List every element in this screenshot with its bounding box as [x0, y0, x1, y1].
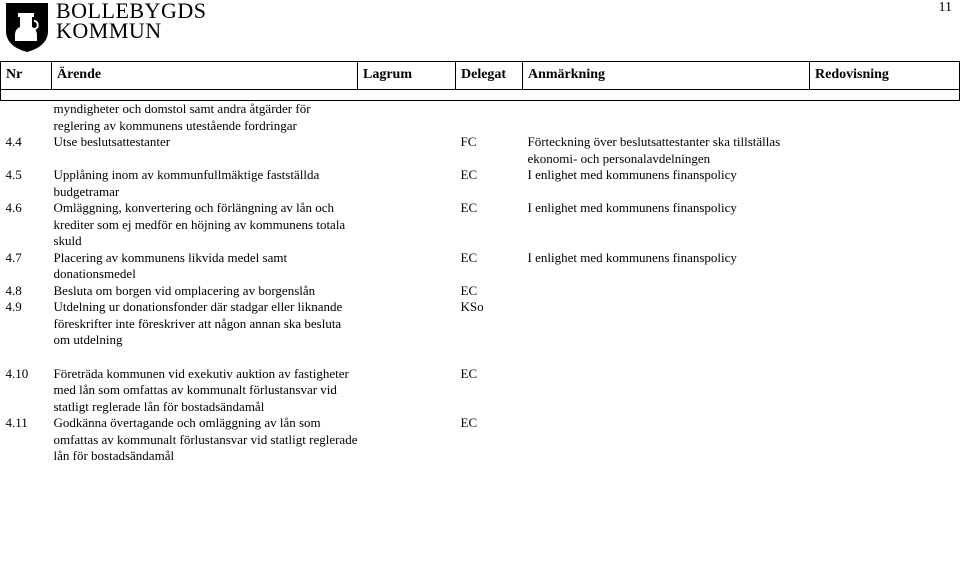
cell-redovisning	[810, 299, 960, 366]
cell-anmarkning	[523, 101, 810, 135]
cell-nr: 4.4	[5, 134, 22, 149]
logo-line-1: BOLLEBYGDS	[56, 0, 207, 23]
table-row	[1, 200, 960, 250]
cell-nr: 4.8	[5, 282, 22, 298]
cell-lagrum	[358, 366, 456, 416]
cell-delegat: EC	[460, 200, 478, 215]
cell-lagrum	[358, 167, 456, 200]
cell-delegat	[456, 101, 523, 135]
cell-redovisning	[810, 415, 960, 465]
cell-arende: Besluta om borgen vid omplacering av borgenslån	[53, 282, 316, 298]
municipality-logo	[4, 0, 207, 53]
cell-arende: Upplåning inom av kommunfullmäktige fastställda budgetramar	[53, 167, 320, 199]
column-header-delegat: Delegat	[456, 62, 523, 90]
cell-anmarkning	[523, 299, 810, 366]
table-row	[1, 167, 960, 200]
cell-delegat: EC	[460, 365, 478, 381]
column-header-redovisning: Redovisning	[810, 62, 960, 90]
column-header-arende: Ärende	[52, 62, 358, 90]
coat-of-arms-icon	[4, 1, 50, 53]
cell-anmarkning	[523, 366, 810, 416]
cell-anmarkning: I enlighet med kommunens finanspolicy	[527, 249, 737, 265]
cell-nr	[1, 101, 52, 135]
logo-line-2: KOMMUN	[56, 18, 162, 43]
table-header-row	[1, 62, 960, 90]
cell-nr: 4.5	[5, 167, 22, 182]
cell-lagrum	[358, 299, 456, 366]
delegation-table	[0, 61, 960, 465]
cell-arende: Företräda kommunen vid exekutiv auktion av fastigheter med lån som omfattas av kommunalt förlustansvar vid statligt reglerade lån för bostadsändamål	[53, 365, 349, 414]
cell-delegat: FC	[460, 134, 477, 149]
column-header-lagrum: Lagrum	[358, 62, 456, 90]
cell-lagrum	[358, 415, 456, 465]
cell-nr: 4.9	[5, 299, 22, 314]
cell-nr: 4.10	[5, 365, 29, 381]
cell-arende: Utdelning ur donationsfonder där stadgar eller liknande föreskrifter inte föreskriver att någon annan ska besluta om utdelning	[53, 299, 343, 347]
cell-delegat: EC	[460, 282, 478, 298]
cell-redovisning	[810, 101, 960, 135]
table-row	[1, 250, 960, 283]
cell-arende: Godkänna övertagande och omläggning av lån som omfattas av kommunalt förlustansvar vid statligt reglerade lån för bostadsändamål	[53, 415, 358, 463]
cell-nr: 4.11	[5, 415, 28, 430]
table-row	[1, 299, 960, 366]
cell-lagrum	[358, 101, 456, 135]
cell-anmarkning	[523, 283, 810, 300]
cell-anmarkning: I enlighet med kommunens finanspolicy	[527, 200, 737, 215]
cell-lagrum	[358, 134, 456, 167]
cell-redovisning	[810, 283, 960, 300]
cell-delegat: EC	[460, 415, 478, 430]
cell-arende: Placering av kommunens likvida medel samt donationsmedel	[53, 249, 288, 281]
cell-redovisning	[810, 366, 960, 416]
table-row	[1, 101, 960, 135]
cell-lagrum	[358, 250, 456, 283]
table-row	[1, 366, 960, 416]
cell-lagrum	[358, 283, 456, 300]
cell-lagrum	[358, 200, 456, 250]
cell-delegat: KSo	[460, 299, 484, 314]
cell-nr: 4.6	[5, 200, 22, 215]
page-number: 11	[938, 0, 952, 15]
cell-arende: Utse beslutsattestanter	[53, 134, 171, 149]
cell-arende: Omläggning, konvertering och förlängning av lån och krediter som ej medför en höjning av kommunens totala skuld	[53, 200, 346, 248]
cell-delegat: EC	[460, 249, 478, 265]
column-header-nr: Nr	[1, 62, 52, 90]
table-row	[1, 134, 960, 167]
cell-nr: 4.7	[5, 249, 22, 265]
cell-arende: myndigheter och domstol samt andra åtgärder för reglering av kommunens utestående fordringar	[53, 101, 311, 133]
cell-anmarkning	[523, 415, 810, 465]
spacer-row	[1, 90, 960, 101]
cell-delegat: EC	[460, 167, 478, 182]
table-row	[1, 415, 960, 465]
column-header-anmarkning: Anmärkning	[523, 62, 810, 90]
cell-anmarkning: I enlighet med kommunens finanspolicy	[527, 167, 737, 182]
cell-anmarkning: Förteckning över beslutsattestanter ska tillställas ekonomi- och personalavdelningen	[527, 134, 781, 166]
table-row	[1, 283, 960, 300]
